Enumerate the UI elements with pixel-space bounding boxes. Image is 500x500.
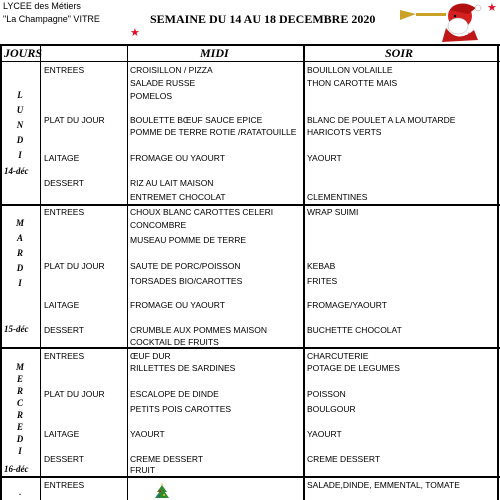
day-divider — [0, 204, 500, 206]
day-date: 15-déc — [4, 324, 29, 334]
midi-item: CHOUX BLANC CAROTTES CELERI — [130, 207, 274, 217]
day-letter: M — [15, 362, 24, 372]
midi-item: CROISILLON / PIZZA — [130, 65, 213, 75]
day-divider — [0, 476, 500, 478]
column-divider — [40, 44, 41, 500]
day-letter: I — [18, 150, 22, 160]
midi-item: FROMAGE OU YAOURT — [130, 153, 225, 163]
day-letter-partial: · — [19, 490, 21, 499]
category-label: LAITAGE — [44, 153, 80, 163]
midi-item: POMME DE TERRE ROTIE /RATATOUILLE — [130, 127, 297, 137]
table-border-right — [497, 44, 499, 500]
midi-item: COCKTAIL DE FRUITS — [130, 337, 219, 347]
soir-item: BOULGOUR — [307, 404, 356, 414]
soir-item: FROMAGE/YAOURT — [307, 300, 387, 310]
midi-item: MUSEAU POMME DE TERRE — [130, 235, 247, 245]
day-letter: D — [16, 434, 24, 444]
column-divider — [303, 44, 305, 500]
soir-item: CHARCUTERIE — [307, 351, 369, 361]
midi-item: CRUMBLE AUX POMMES MAISON — [130, 325, 267, 335]
midi-item: POMELOS — [130, 91, 173, 101]
category-label: PLAT DU JOUR — [44, 115, 105, 125]
midi-item: BOULETTE BŒUF SAUCE EPICE — [130, 115, 263, 125]
day-letter: I — [18, 446, 22, 456]
header-divider — [0, 61, 500, 62]
soir-item: SALADE,DINDE, EMMENTAL, TOMATE — [307, 480, 460, 490]
category-label: ENTREES — [44, 207, 85, 217]
midi-item: YAOURT — [130, 429, 165, 439]
soir-item: BLANC DE POULET A LA MOUTARDE — [307, 115, 456, 125]
soir-item: POTAGE DE LEGUMES — [307, 363, 400, 373]
category-label: DESSERT — [44, 178, 84, 188]
midi-item: CONCOMBRE — [130, 220, 187, 230]
soir-item: BOUILLON VOLAILLE — [307, 65, 393, 75]
midi-item: ENTREMET CHOCOLAT — [130, 192, 226, 202]
midi-item: FROMAGE OU YAOURT — [130, 300, 225, 310]
day-divider — [0, 347, 500, 349]
table-border-top — [0, 44, 500, 46]
santa-trumpet-icon — [398, 0, 488, 44]
soir-item: WRAP SUIMI — [307, 207, 359, 217]
day-date: 14-déc — [4, 166, 29, 176]
midi-item: RILLETTES DE SARDINES — [130, 363, 236, 373]
soir-item: YAOURT — [307, 153, 342, 163]
category-label: PLAT DU JOUR — [44, 389, 105, 399]
column-divider — [127, 44, 128, 500]
soir-item: YAOURT — [307, 429, 342, 439]
soir-item: KEBAB — [307, 261, 336, 271]
soir-item: POISSON — [307, 389, 346, 399]
school-subtitle: "La Champagne" VITRE — [3, 14, 100, 24]
midi-item: RIZ AU LAIT MAISON — [130, 178, 214, 188]
midi-item: CREME DESSERT — [130, 454, 204, 464]
day-letter: L — [17, 90, 23, 100]
category-label: LAITAGE — [44, 429, 80, 439]
column-header-soir: SOIR — [385, 46, 414, 60]
day-letter: U — [16, 105, 24, 115]
christmas-tree-icon — [152, 482, 172, 500]
day-letter: D — [16, 135, 24, 145]
category-label: PLAT DU JOUR — [44, 261, 105, 271]
soir-item: CREME DESSERT — [307, 454, 381, 464]
day-letter: E — [16, 374, 23, 384]
school-name: LYCEE des Métiers — [3, 1, 81, 11]
category-label: ENTREES — [44, 65, 85, 75]
category-label: ENTREES — [44, 480, 85, 490]
category-label: ENTREES — [44, 351, 85, 361]
day-date: 16-déc — [4, 464, 29, 474]
day-letter: I — [18, 278, 22, 288]
midi-item: SAUTE DE PORC/POISSON — [130, 261, 241, 271]
day-letter: E — [16, 422, 23, 432]
category-label: LAITAGE — [44, 300, 80, 310]
day-letter: C — [16, 398, 23, 408]
star-icon: ★ — [487, 2, 497, 14]
column-header-jours: JOURS — [4, 46, 43, 60]
midi-item: FRUIT — [130, 465, 156, 475]
midi-item: ESCALOPE DE DINDE — [130, 389, 219, 399]
soir-item: FRITES — [307, 276, 338, 286]
day-letter: R — [16, 248, 23, 258]
soir-item: CLEMENTINES — [307, 192, 368, 202]
soir-item: BUCHETTE CHOCOLAT — [307, 325, 402, 335]
category-label: DESSERT — [44, 454, 84, 464]
midi-item: TORSADES BIO/CAROTTES — [130, 276, 243, 286]
day-letter: R — [16, 386, 23, 396]
day-letter: D — [16, 263, 24, 273]
midi-item: ŒUF DUR — [130, 351, 171, 361]
page-title: SEMAINE DU 14 AU 18 DECEMBRE 2020 — [150, 12, 376, 26]
day-letter: A — [16, 233, 23, 243]
star-icon: ★ — [130, 27, 140, 39]
day-letter: N — [16, 120, 24, 130]
day-letter: R — [16, 410, 23, 420]
day-letter: M — [15, 218, 24, 228]
soir-item: THON CAROTTE MAIS — [307, 78, 398, 88]
column-header-midi: MIDI — [200, 46, 229, 60]
soir-item: HARICOTS VERTS — [307, 127, 382, 137]
midi-item: PETITS POIS CAROTTES — [130, 404, 232, 414]
category-label: DESSERT — [44, 325, 84, 335]
midi-item: SALADE RUSSE — [130, 78, 196, 88]
